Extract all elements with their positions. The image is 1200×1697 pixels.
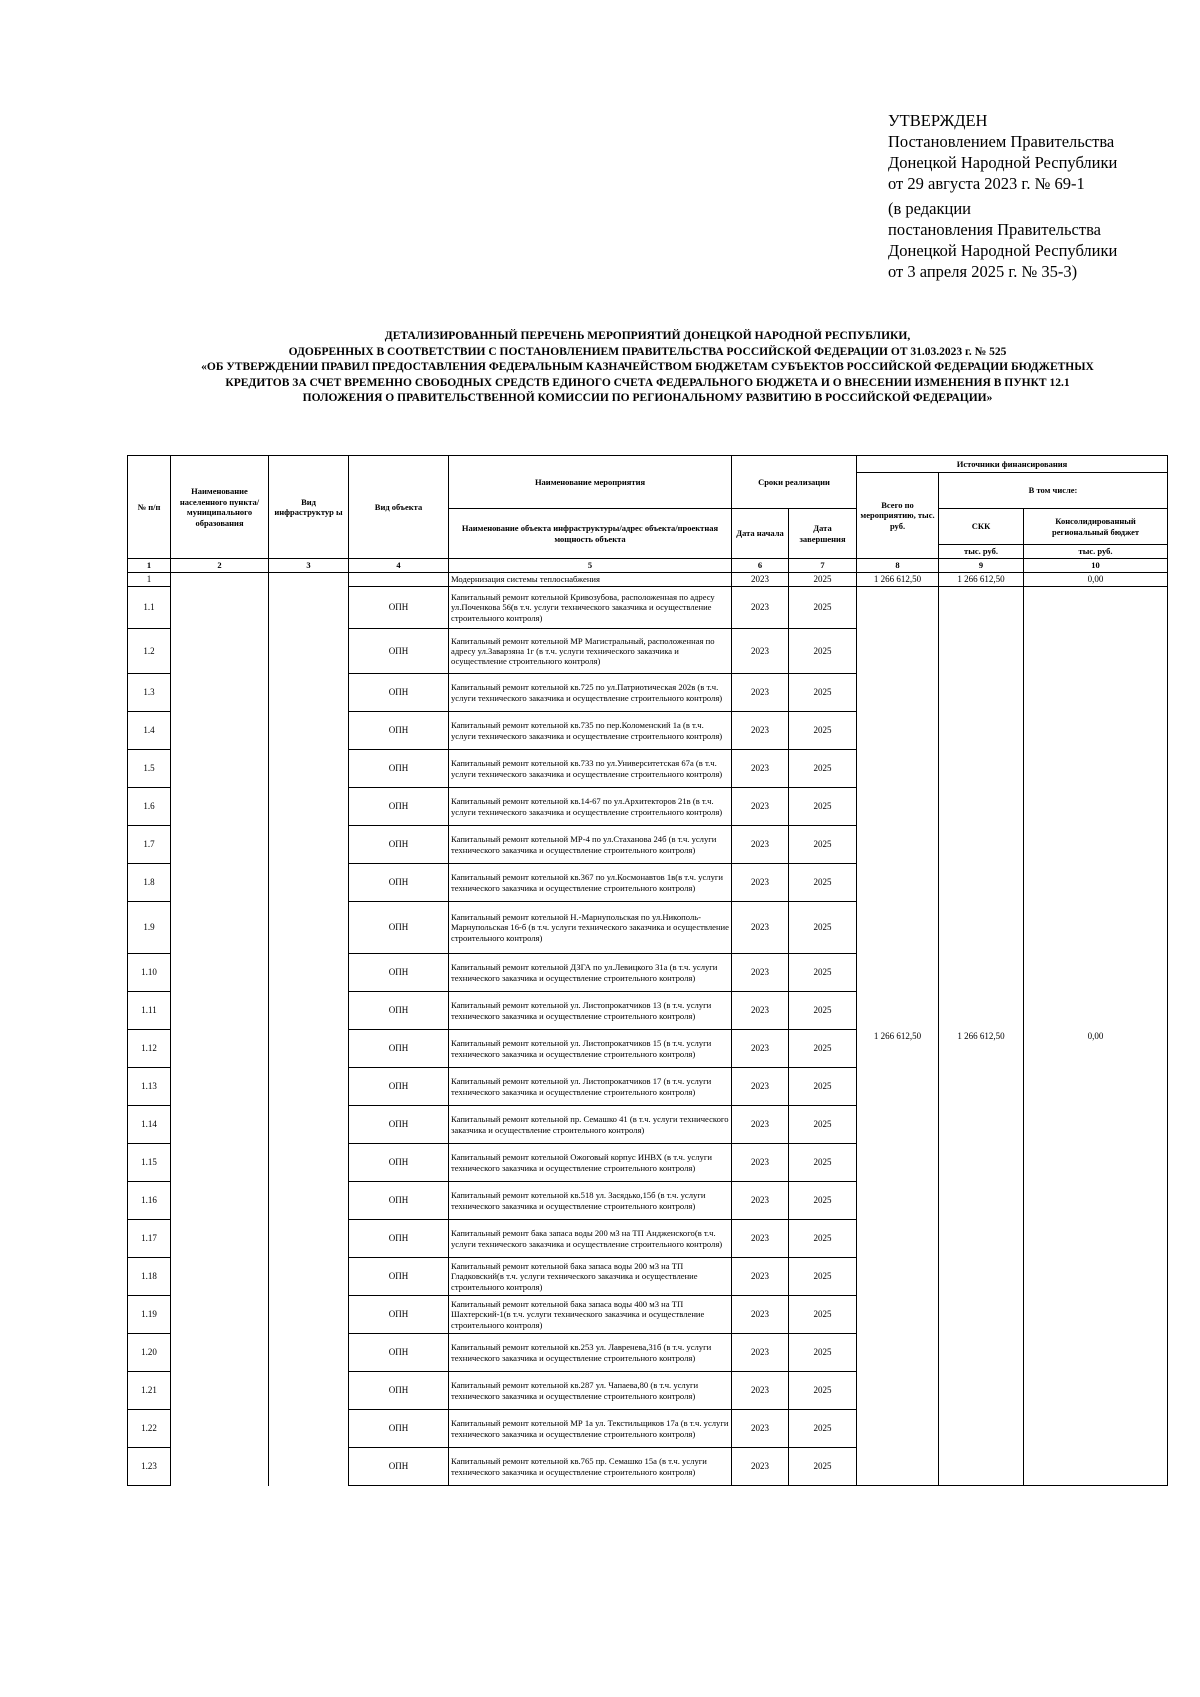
col-number: 9 (939, 559, 1024, 573)
title-line: «ОБ УТВЕРЖДЕНИИ ПРАВИЛ ПРЕДОСТАВЛЕНИЯ ФЕДЕРАЛЬНЫМ КАЗНАЧЕЙСТВОМ БЮДЖЕТАМ СУБЪЕКТОВ РОССИЙСКОЙ ФЕДЕРАЦИИ БЮДЖЕТНЫХ (201, 361, 1094, 373)
col-number: 5 (449, 559, 732, 573)
row-object-name: Капитальный ремонт котельной кв.287 ул. Чапаева,80 (в т.ч. услуги технического заказчика и осуществление строительного контроля) (449, 1372, 732, 1410)
header-end: Дата завершения (789, 509, 857, 559)
row-num: 1.7 (128, 826, 171, 864)
row-num: 1.20 (128, 1334, 171, 1372)
merged-total: 1 266 612,50 (857, 587, 939, 1486)
summary-skk: 1 266 612,50 (939, 573, 1024, 587)
row-object-type: ОПН (349, 1144, 449, 1182)
header-total: Всего по мероприятию, тыс. руб. (857, 473, 939, 559)
row-num: 1.13 (128, 1068, 171, 1106)
title-line: ОДОБРЕННЫХ В СООТВЕТСТВИИ С ПОСТАНОВЛЕНИЕМ ПРАВИТЕЛЬСТВА РОССИЙСКОЙ ФЕДЕРАЦИИ ОТ 31.03.2023 г. № 525 (288, 345, 1007, 358)
summary-name: Модернизация системы теплоснабжения (449, 573, 732, 587)
row-end: 2025 (789, 587, 857, 629)
row-object-type: ОПН (349, 1258, 449, 1296)
row-start: 2023 (732, 864, 789, 902)
row-object-type: ОПН (349, 1220, 449, 1258)
col-number: 8 (857, 559, 939, 573)
row-start: 2023 (732, 712, 789, 750)
row-num: 1.19 (128, 1296, 171, 1334)
row-end: 2025 (789, 864, 857, 902)
row-num: 1.14 (128, 1106, 171, 1144)
row-num: 1.22 (128, 1410, 171, 1448)
header-skk: СКК (939, 509, 1024, 545)
row-num: 1.15 (128, 1144, 171, 1182)
row-start: 2023 (732, 1372, 789, 1410)
row-end: 2025 (789, 1258, 857, 1296)
infra-type-cell (269, 573, 349, 1486)
row-object-type: ОПН (349, 788, 449, 826)
row-object-type: ОПН (349, 954, 449, 992)
row-object-name: Капитальный ремонт котельной пр. Семашко 41 (в т.ч. услуги технического заказчика и осуществление строительного контроля) (449, 1106, 732, 1144)
approval-line: Донецкой Народной Республики (888, 153, 1118, 172)
row-object-name: Капитальный ремонт котельной МР-4 по ул.Стаханова 24б (в т.ч. услуги технического заказчика и осуществление строительного контроля) (449, 826, 732, 864)
row-end: 2025 (789, 1220, 857, 1258)
header-unit-skk: тыс. руб. (939, 545, 1024, 559)
row-object-type: ОПН (349, 674, 449, 712)
row-num: 1.12 (128, 1030, 171, 1068)
approval-line: Донецкой Народной Республики (888, 241, 1118, 260)
row-object-name: Капитальный ремонт котельной кв.725 по ул.Патриотическая 202в (в т.ч. услуги технического заказчика и осуществление строительного контроля) (449, 674, 732, 712)
row-start: 2023 (732, 788, 789, 826)
row-num: 1.2 (128, 629, 171, 674)
row-num: 1.17 (128, 1220, 171, 1258)
row-start: 2023 (732, 750, 789, 788)
row-start: 2023 (732, 629, 789, 674)
row-object-name: Капитальный ремонт бака запаса воды 200 м3 на ТП Андженского(в т.ч. услуги технического заказчика и осуществление строительного контроля) (449, 1220, 732, 1258)
row-end: 2025 (789, 1448, 857, 1486)
row-object-type: ОПН (349, 992, 449, 1030)
table-header (128, 456, 1168, 573)
header-unit-regional: тыс. руб. (1024, 545, 1168, 559)
header-object-type: Вид объекта (349, 456, 449, 559)
row-end: 2025 (789, 1068, 857, 1106)
row-start: 2023 (732, 954, 789, 992)
summary-row (128, 573, 1168, 587)
header-object-name: Наименование объекта инфраструктуры/адрес объекта/проектная мощность объекта (449, 509, 732, 559)
row-end: 2025 (789, 992, 857, 1030)
row-start: 2023 (732, 1410, 789, 1448)
row-end: 2025 (789, 788, 857, 826)
summary-type (349, 573, 449, 587)
summary-num: 1 (128, 573, 171, 587)
row-object-type: ОПН (349, 1334, 449, 1372)
row-num: 1.18 (128, 1258, 171, 1296)
row-num: 1.8 (128, 864, 171, 902)
row-object-type: ОПН (349, 826, 449, 864)
row-num: 1.23 (128, 1448, 171, 1486)
table-body (128, 573, 1168, 1486)
row-start: 2023 (732, 1106, 789, 1144)
row-object-type: ОПН (349, 1030, 449, 1068)
row-start: 2023 (732, 902, 789, 954)
header-num: № п/п (128, 456, 171, 559)
row-num: 1.16 (128, 1182, 171, 1220)
title-line: ДЕТАЛИЗИРОВАННЫЙ ПЕРЕЧЕНЬ МЕРОПРИЯТИЙ ДОНЕЦКОЙ НАРОДНОЙ РЕСПУБЛИКИ, (384, 330, 911, 342)
merged-regional: 0,00 (1024, 587, 1168, 1486)
col-number: 2 (171, 559, 269, 573)
row-start: 2023 (732, 1030, 789, 1068)
row-start: 2023 (732, 587, 789, 629)
row-end: 2025 (789, 1334, 857, 1372)
row-object-type: ОПН (349, 1296, 449, 1334)
header-terms: Сроки реализации (732, 456, 857, 509)
row-object-name: Капитальный ремонт котельной кв.518 ул. Засядько,15б (в т.ч. услуги технического заказчика и осуществление строительного контроля) (449, 1182, 732, 1220)
row-object-name: Капитальный ремонт котельной Н.-Марнупольская по ул.Никополь-Марнупольская 16-б (в т.ч. услуги технического заказчика и осуществление строительного контроля) (449, 902, 732, 954)
document-title (110, 329, 1185, 407)
row-object-name: Капитальный ремонт котельной кв.14-67 по ул.Архитекторов 21в (в т.ч. услуги технического заказчика и осуществление строительного контроля) (449, 788, 732, 826)
row-object-name: Капитальный ремонт котельной МР Магистральный, расположенная по адресу ул.Заварзяна 1г (в т.ч. услуги технического заказчика и осуществление строительного контроля) (449, 629, 732, 674)
approval-line: от 29 августа 2023 г. № 69-1 (888, 174, 1085, 193)
approval-line: от 3 апреля 2025 г. № 35-3) (888, 262, 1078, 281)
row-object-name: Капитальный ремонт котельной ул. Листопрокатчиков 17 (в т.ч. услуги технического заказчика и осуществление строительного контроля) (449, 1068, 732, 1106)
row-end: 2025 (789, 1030, 857, 1068)
row-start: 2023 (732, 826, 789, 864)
row-object-type: ОПН (349, 629, 449, 674)
row-start: 2023 (732, 1182, 789, 1220)
row-end: 2025 (789, 674, 857, 712)
header-including: В том числе: (939, 473, 1168, 509)
row-end: 2025 (789, 1182, 857, 1220)
row-end: 2025 (789, 826, 857, 864)
row-start: 2023 (732, 1448, 789, 1486)
row-end: 2025 (789, 1372, 857, 1410)
title-line: КРЕДИТОВ ЗА СЧЕТ ВРЕМЕННО СВОБОДНЫХ СРЕДСТВ ЕДИНОГО СЧЕТА ФЕДЕРАЛЬНОГО БЮДЖЕТА И О ВНЕСЕНИИ ИЗМЕНЕНИЯ В ПУНКТ 12.1 (225, 376, 1070, 389)
row-num: 1.6 (128, 788, 171, 826)
row-num: 1.21 (128, 1372, 171, 1410)
approval-line: постановления Правительства (888, 220, 1101, 239)
header-regional: Консолидированный региональный бюджет (1024, 509, 1168, 545)
row-start: 2023 (732, 1144, 789, 1182)
events-table (127, 455, 1168, 1486)
row-start: 2023 (732, 1068, 789, 1106)
row-num: 1.3 (128, 674, 171, 712)
row-object-name: Капитальный ремонт котельной кв.735 по пер.Коломенский 1а (в т.ч. услуги технического заказчика и осуществление строительного контроля) (449, 712, 732, 750)
row-end: 2025 (789, 1296, 857, 1334)
row-object-type: ОПН (349, 750, 449, 788)
row-object-type: ОПН (349, 587, 449, 629)
approval-line: УТВЕРЖДЕН (888, 111, 988, 130)
row-num: 1.10 (128, 954, 171, 992)
row-object-name: Капитальный ремонт котельной бака запаса воды 200 м3 на ТП Гладковский(в т.ч. услуги технического заказчика и осуществление строительного контроля) (449, 1258, 732, 1296)
header-event-name: Наименование мероприятия (449, 456, 732, 509)
col-number: 3 (269, 559, 349, 573)
header-settlement: Наименование населенного пункта/ муниципального образования (171, 456, 269, 559)
row-num: 1.11 (128, 992, 171, 1030)
header-start: Дата начала (732, 509, 789, 559)
row-object-name: Капитальный ремонт котельной бака запаса воды 400 м3 на ТП Шахтерский-1(в т.ч. услуги технического заказчика и осуществление строительного контроля) (449, 1296, 732, 1334)
approval-line: Постановлением Правительства (888, 132, 1115, 151)
col-number: 10 (1024, 559, 1168, 573)
row-end: 2025 (789, 629, 857, 674)
col-number: 4 (349, 559, 449, 573)
row-start: 2023 (732, 1334, 789, 1372)
row-object-name: Капитальный ремонт котельной ул. Листопрокатчиков 15 (в т.ч. услуги технического заказчика и осуществление строительного контроля) (449, 1030, 732, 1068)
summary-regional: 0,00 (1024, 573, 1168, 587)
row-end: 2025 (789, 902, 857, 954)
row-end: 2025 (789, 954, 857, 992)
row-object-type: ОПН (349, 1182, 449, 1220)
row-object-type: ОПН (349, 1372, 449, 1410)
row-start: 2023 (732, 992, 789, 1030)
summary-start: 2023 (732, 573, 789, 587)
row-num: 1.4 (128, 712, 171, 750)
row-end: 2025 (789, 750, 857, 788)
row-object-type: ОПН (349, 1106, 449, 1144)
summary-end: 2025 (789, 573, 857, 587)
row-object-type: ОПН (349, 712, 449, 750)
row-num: 1.5 (128, 750, 171, 788)
row-end: 2025 (789, 1106, 857, 1144)
row-object-name: Капитальный ремонт котельной МР 1а ул. Текстильщиков 17а (в т.ч. услуги технического заказчика и осуществление строительного контроля) (449, 1410, 732, 1448)
row-start: 2023 (732, 1258, 789, 1296)
row-start: 2023 (732, 1296, 789, 1334)
approval-stamp (888, 110, 1178, 282)
row-object-name: Капитальный ремонт котельной ул. Листопрокатчиков 13 (в т.ч. услуги технического заказчика и осуществление строительного контроля) (449, 992, 732, 1030)
row-start: 2023 (732, 674, 789, 712)
col-number: 1 (128, 559, 171, 573)
settlement-cell (171, 573, 269, 1486)
row-object-name: Капитальный ремонт котельной кв.733 по ул.Университетская 67а (в т.ч. услуги технического заказчика и осуществление строительного контроля) (449, 750, 732, 788)
row-end: 2025 (789, 1410, 857, 1448)
row-start: 2023 (732, 1220, 789, 1258)
row-end: 2025 (789, 712, 857, 750)
col-number: 7 (789, 559, 857, 573)
row-object-name: Капитальный ремонт котельной Ожоговый корпус ИНВХ (в т.ч. услуги технического заказчика и осуществление строительного контроля) (449, 1144, 732, 1182)
summary-total: 1 266 612,50 (857, 573, 939, 587)
row-object-type: ОПН (349, 1448, 449, 1486)
row-object-name: Капитальный ремонт котельной кв.367 по ул.Космонавтов 1в(в т.ч. услуги технического заказчика и осуществление строительного контроля) (449, 864, 732, 902)
header-infra-type: Вид инфраструктур ы (269, 456, 349, 559)
header-sources: Источники финансирования (857, 456, 1168, 473)
merged-skk: 1 266 612,50 (939, 587, 1024, 1486)
row-num: 1.9 (128, 902, 171, 954)
row-object-type: ОПН (349, 902, 449, 954)
row-num: 1.1 (128, 587, 171, 629)
row-object-type: ОПН (349, 1068, 449, 1106)
approval-line: (в редакции (888, 199, 971, 218)
row-object-name: Капитальный ремонт котельной Кривозубова, расположенная по адресу ул.Поченкова 56(в т.ч. услуги технического заказчика и осуществление строительного контроля) (449, 587, 732, 629)
col-number: 6 (732, 559, 789, 573)
row-object-name: Капитальный ремонт котельной кв.765 пр. Семашко 15а (в т.ч. услуги технического заказчика и осуществление строительного контроля) (449, 1448, 732, 1486)
row-object-type: ОПН (349, 1410, 449, 1448)
row-object-name: Капитальный ремонт котельной ДЗГА по ул.Левицкого 31а (в т.ч. услуги технического заказчика и осуществление строительного контроля) (449, 954, 732, 992)
title-line: ПОЛОЖЕНИЯ О ПРАВИТЕЛЬСТВЕННОЙ КОМИССИИ ПО РЕГИОНАЛЬНОМУ РАЗВИТИЮ В РОССИЙСКОЙ ФЕДЕРАЦИИ» (302, 392, 993, 404)
row-object-type: ОПН (349, 864, 449, 902)
row-object-name: Капитальный ремонт котельной кв.253 ул. Лавренева,31б (в т.ч. услуги технического заказчика и осуществление строительного контроля) (449, 1334, 732, 1372)
row-end: 2025 (789, 1144, 857, 1182)
